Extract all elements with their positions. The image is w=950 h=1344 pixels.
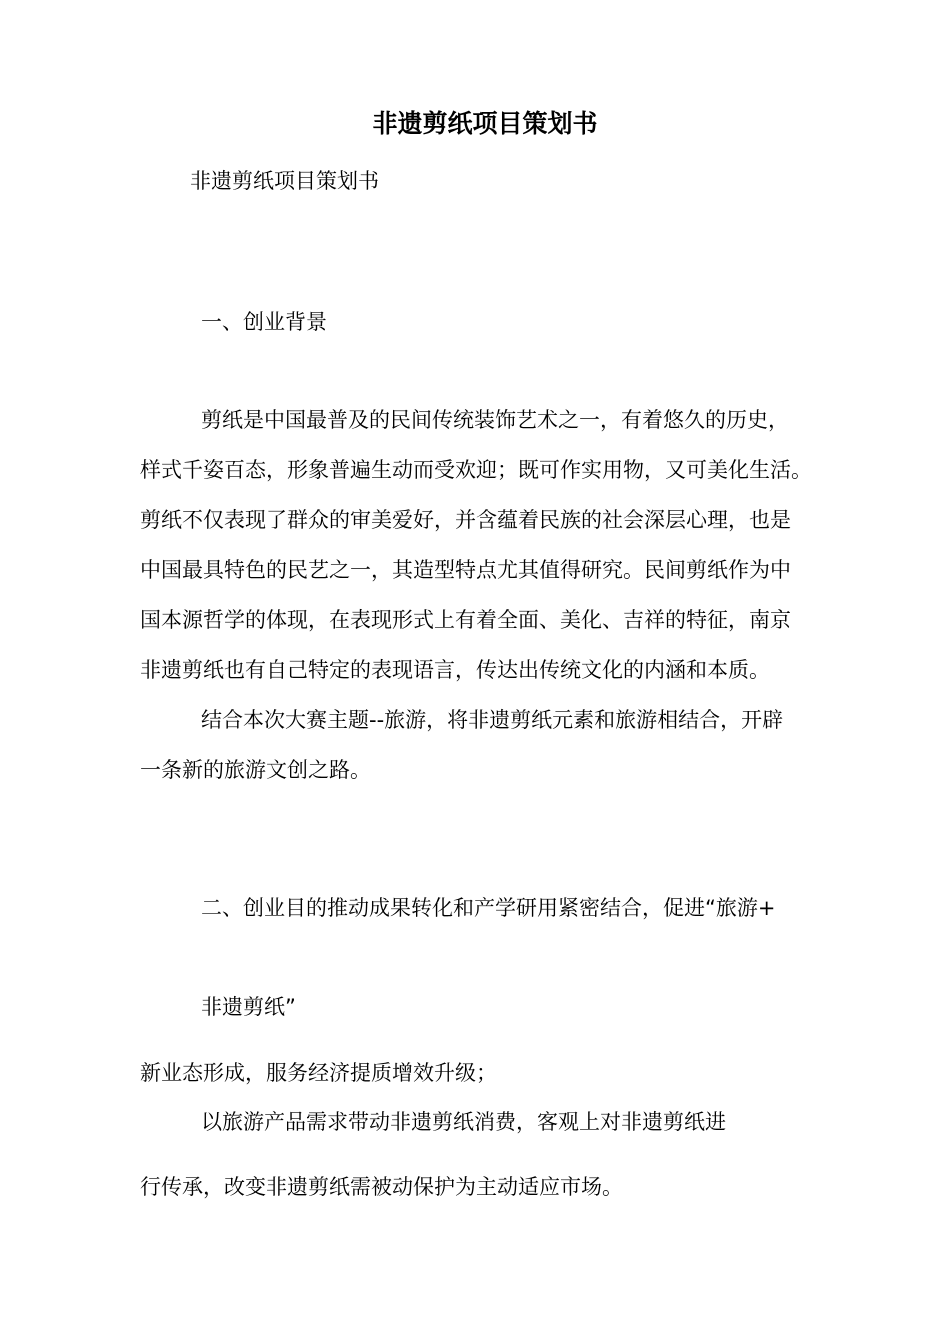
paragraph-line: 样式千姿百态，形象普遍生动而受欢迎；既可作实用物，又可美化生活。 xyxy=(140,458,812,482)
paragraph-line: 行传承，改变非遗剪纸需被动保护为主动适应市场。 xyxy=(140,1175,623,1199)
section-heading-purpose: 二、创业目的推动成果转化和产学研用紧密结合，促进“旅游+ xyxy=(201,896,776,920)
paragraph-line: 非遗剪纸也有自己特定的表现语言，传达出传统文化的内涵和本质。 xyxy=(140,658,770,682)
section-heading-purpose-continued: 非遗剪纸” xyxy=(201,995,296,1019)
paragraph-line: 以旅游产品需求带动非遗剪纸消费，客观上对非遗剪纸进 xyxy=(201,1110,726,1134)
paragraph-line: 新业态形成，服务经济提质增效升级； xyxy=(140,1061,497,1085)
paragraph-line: 中国最具特色的民艺之一，其造型特点尤其值得研究。民间剪纸作为中 xyxy=(140,558,791,582)
document-subtitle: 非遗剪纸项目策划书 xyxy=(190,169,379,193)
paragraph-line: 结合本次大赛主题--旅游，将非遗剪纸元素和旅游相结合，开辟 xyxy=(201,708,784,732)
paragraph-line: 一条新的旅游文创之路。 xyxy=(140,758,371,782)
paragraph-line: 剪纸不仅表现了群众的审美爱好，并含蕴着民族的社会深层心理，也是 xyxy=(140,508,791,532)
paragraph-line: 剪纸是中国最普及的民间传统装饰艺术之一，有着悠久的历史， xyxy=(201,408,789,432)
section-heading-background: 一、创业背景 xyxy=(201,310,327,334)
paragraph-line: 国本源哲学的体现，在表现形式上有着全面、美化、吉祥的特征，南京 xyxy=(140,608,791,632)
document-title: 非遗剪纸项目策划书 xyxy=(372,109,598,138)
